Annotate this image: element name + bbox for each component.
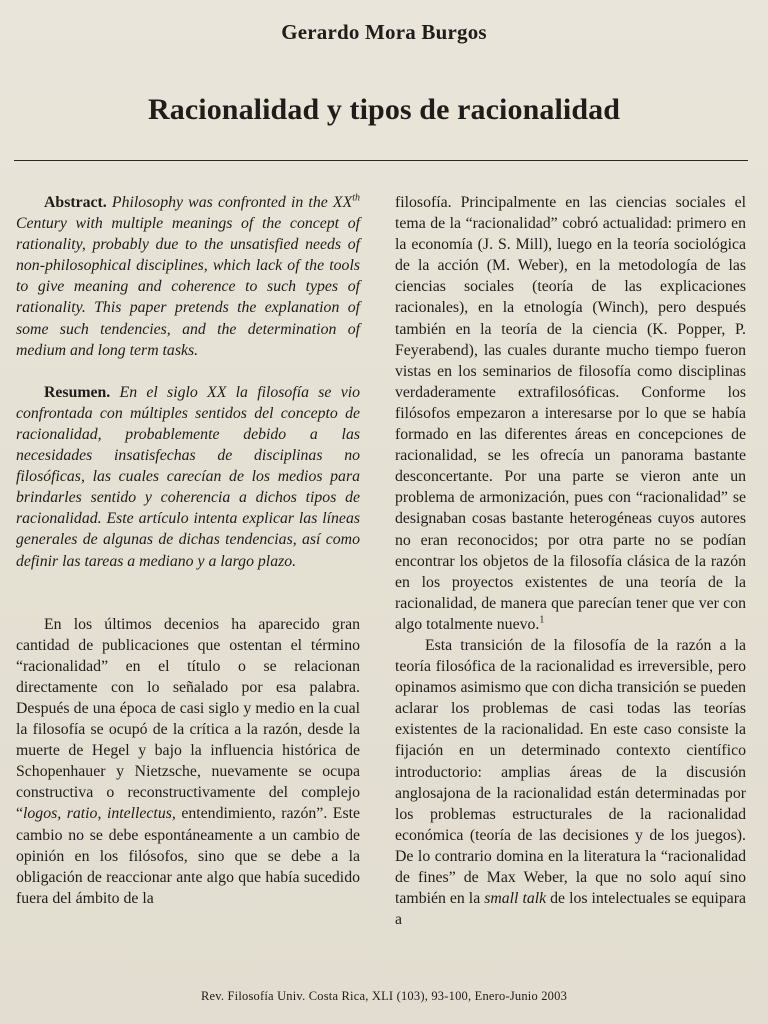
body-text-3-italic: small talk: [484, 890, 547, 908]
resumen-text: En el siglo XX la filosofía se vio confrontada con múltiples sentidos del concepto de racionalidad, probablemente debido a las necesidades insatisfechas de disciplinas no filosóficas, las cuales carecían de los medios para brindarles sentido y coherencia a dichos tipos de racionalidad. Este artículo intenta explicar las líneas generales de algunas de dichas tendencias, así como definir las tareas a mediano y a largo plazo.: [16, 383, 360, 570]
journal-citation-footer: Rev. Filosofía Univ. Costa Rica, XLI (103), 93-100, Enero-Junio 2003: [200, 989, 568, 1003]
body-text-1-italic: logos, ratio, intellectus,: [23, 805, 176, 823]
resumen-label: Resumen.: [44, 383, 111, 401]
body-text-2: filosofía. Principalmente en las ciencias sociales el tema de la “racionalidad” cobró actualidad: primero en la economía (J. S. Mill), luego en la teoría sociológica de la acción (M. Weber), en la metodología de las ciencias sociales (teoría de las explicaciones racionales), en la etnología (Winch), pero después también en la teoría de la ciencia (K. Popper, P. Feyerabend), las cuales durante mucho tiempo fueron vistas en los seminarios de filosofía como disciplinas verdaderamente extrafilosóficas. Conforme los filósofos empezaron a interesarse por lo que se había formado en las diferentes áreas en concepciones de racionalidad, se les ofrecía un panorama bastante desconcertante. Por una parte se vieron ante un problema de armonización, pues con “racionalidad” se designaban cosas bastante heterogéneas cuyos autores no eran reconocidos; por otra parte no se podían encontrar los objetos de la filosofía clásica de la razón en los proyectos existentes de una teoría de la racionalidad, de manera que parecían tener que ver con algo totalmente nuevo.: [395, 194, 746, 633]
body-paragraph-1: [16, 614, 360, 909]
right-column: [395, 192, 746, 930]
author-name: Gerardo Mora Burgos: [281, 20, 487, 44]
abstract-paragraph: [16, 192, 360, 361]
abstract-label: Abstract.: [44, 194, 107, 211]
body-paragraph-3: [395, 635, 746, 930]
abstract-text-pre: Philosophy was confronted in the XX: [111, 194, 353, 211]
body-text-1b: entendimiento, razón”. Este cambio no se debe espontáneamente a un cambio de opinión en los filósofos, sino que se debe a la obligación de reaccionar ante algo que había sucedido fuera del ámbito de la: [16, 805, 361, 907]
left-column: [16, 192, 360, 909]
body-text-3b: de los intelectuales se equipara a: [395, 890, 747, 929]
resumen-paragraph: [16, 382, 360, 572]
body-text-1a: En los últimos decenios ha aparecido gran cantidad de publicaciones que ostentan el término “racionalidad” en el título o se relacionan directamente con lo señalado por esa palabra. Después de una época de casi siglo y medio en la cual la filosofía se ocupó de la crítica a la razón, desde la muerte de Hegel y bajo la influencia histórica de Schopenhauer y Nietzsche, nuevamente se ocupa constructiva o reconstructivamente del complejo “: [16, 615, 360, 823]
footnote-marker: 1: [539, 614, 545, 626]
article-title: Racionalidad y tipos de racionalidad: [147, 93, 620, 126]
title-divider: [14, 160, 748, 161]
body-paragraph-2: [395, 192, 746, 635]
abstract-text-post: Century with multiple meanings of the concept of rationality, probably due to the unsatisfied needs of non-philosophical disciplines, which lack of the tools to give meaning and coherence to such types of rationality. This paper pretends the explanation of some such tendencies, and the determination of medium and long term tasks.: [16, 215, 360, 359]
abstract-superscript: th: [352, 192, 360, 204]
body-text-3a: Esta transición de la filosofía de la razón a la teoría filosófica de la racionalidad es irreversible, pero opinamos asimismo que con dicha transición se pueden aclarar los problemas de casi todas las teorías existentes de la racionalidad. En este caso consiste la fijación en un determinado contexto científico introductorio: amplias áreas de la discusión anglosajona de la racionalidad están determinadas por los problemas estructurales de la racionalidad económica (teoría de las decisiones y de los juegos). De lo contrario domina en la literatura la “racionalidad de fines” de Max Weber, la que no solo aquí sino también en la: [395, 636, 746, 908]
